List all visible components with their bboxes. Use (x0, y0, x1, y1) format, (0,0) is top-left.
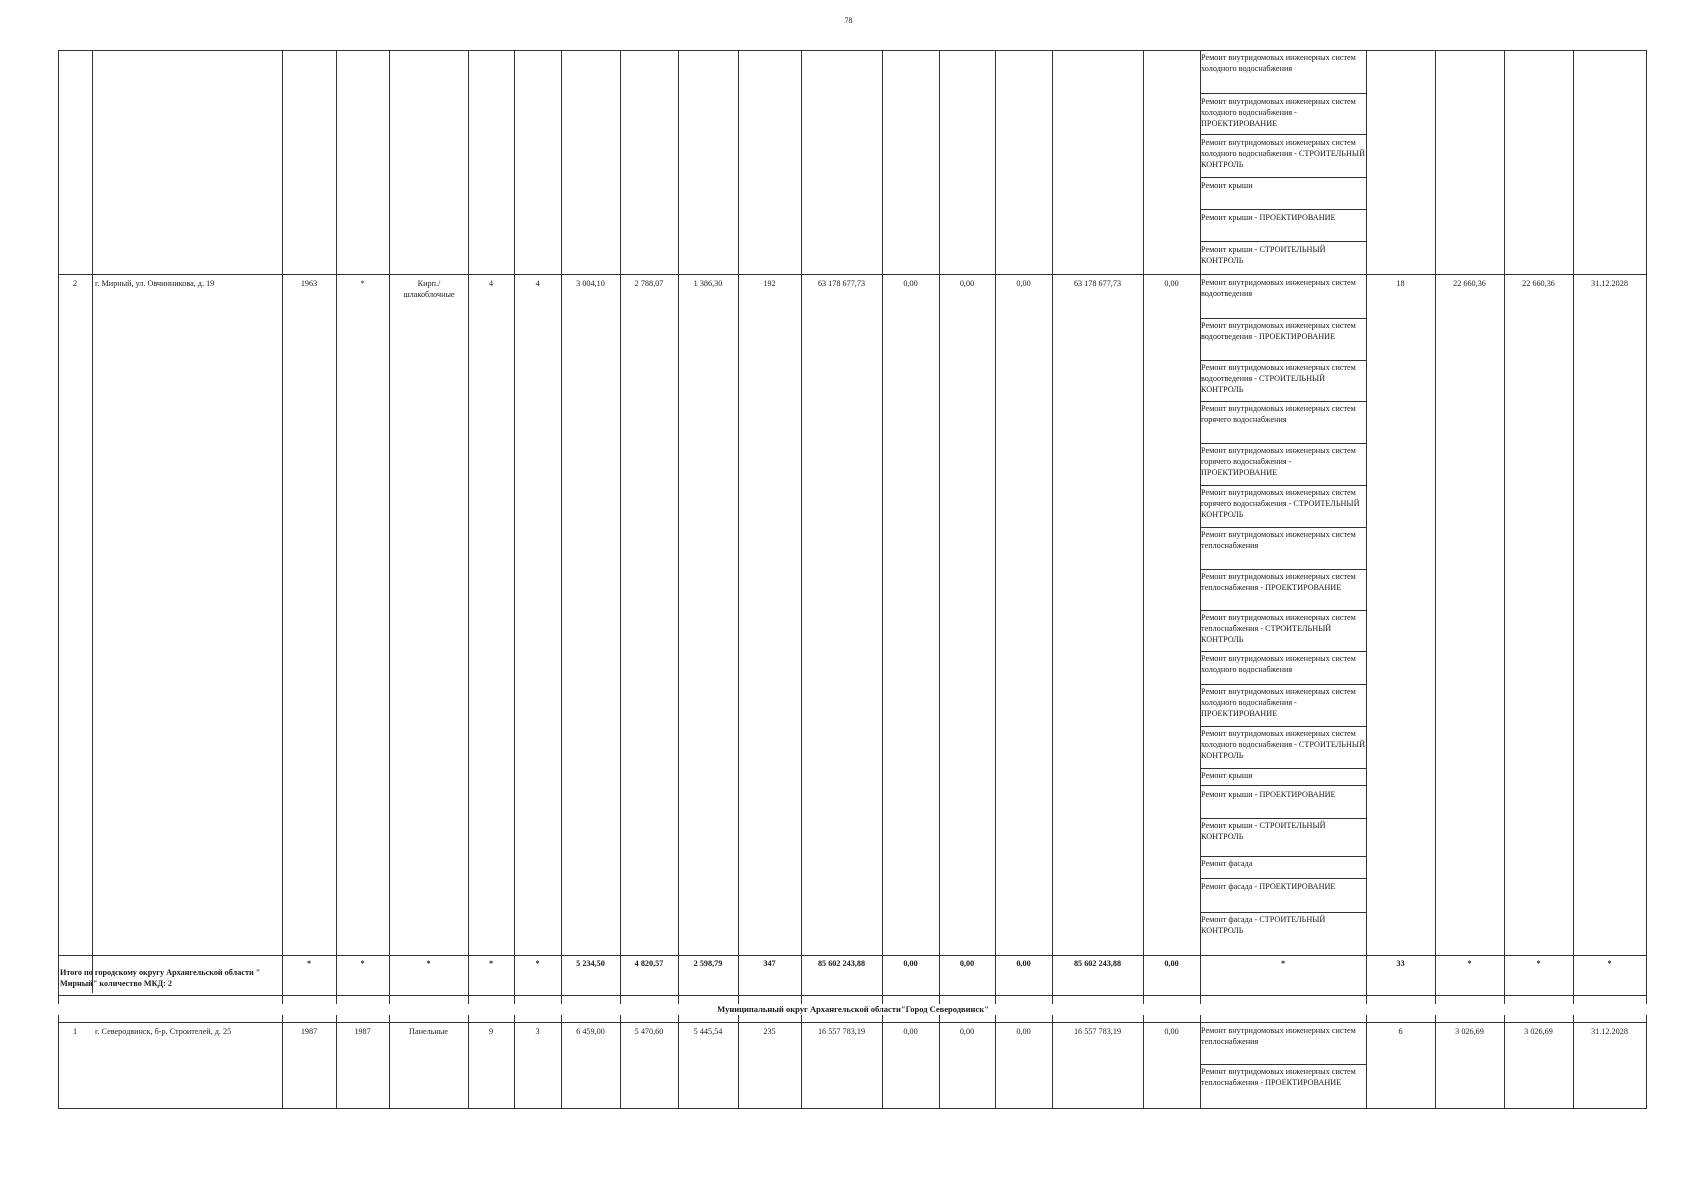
cost-budget-local: 0,00 (1016, 1027, 1031, 1036)
work-item: Ремонт внутридомовых инженерных систем холодного водоснабжения (1201, 53, 1356, 73)
cost-total: 16 557 783,19 (817, 1027, 866, 1036)
work-item: Ремонт крыши - СТРОИТЕЛЬНЫЙ КОНТРОЛЬ (1201, 821, 1326, 841)
area-total: 3 004,10 (576, 279, 605, 288)
unit-cost: 3 026,69 (1455, 1027, 1484, 1036)
total-cost-budget-local: 0,00 (1016, 959, 1031, 968)
year-reconstruction: 1987 (354, 1027, 371, 1036)
address: г. Мирный, ул. Овчинникова, д. 19 (95, 279, 215, 288)
cost-budget-local: 0,00 (1016, 279, 1031, 288)
entrances: 3 (535, 1027, 540, 1036)
work-item: Ремонт внутридомовых инженерных систем холодного водоснабжения - ПРОЕКТИРОВАНИЕ (1201, 97, 1356, 128)
residents: 235 (763, 1027, 776, 1036)
work-item: Ремонт фасада (1201, 859, 1253, 868)
total-area-total: 5 234,50 (576, 959, 605, 968)
total-cost-other: 0,00 (1164, 959, 1179, 968)
address: г. Северодвинск, б-р. Строителей, д. 25 (95, 1027, 232, 1036)
work-item: Ремонт внутридомовых инженерных систем водоотведения (1201, 278, 1356, 298)
entrances: 4 (535, 279, 540, 288)
work-item: Ремонт крыши (1201, 181, 1253, 190)
year-reconstruction: * (360, 279, 365, 288)
total-cost-owners: 85 602 243,88 (1073, 959, 1122, 968)
total-star: * (1607, 959, 1612, 968)
total-area-private: 2 598,79 (693, 959, 723, 968)
total-star: * (1467, 959, 1472, 968)
cost-owners: 63 178 677,73 (1073, 279, 1122, 288)
year-built: 1963 (300, 279, 318, 288)
work-item: Ремонт внутридомовых инженерных систем теплоснабжения - СТРОИТЕЛЬНЫЙ КОНТРОЛЬ (1201, 613, 1356, 644)
works-count: 6 (1398, 1027, 1403, 1036)
residents: 192 (763, 279, 776, 288)
cost-fund: 0,00 (903, 279, 918, 288)
total-star: * (426, 959, 431, 968)
work-item: Ремонт внутридомовых инженерных систем водоотведения - ПРОЕКТИРОВАНИЕ (1201, 321, 1356, 341)
work-item: Ремонт фасада - ПРОЕКТИРОВАНИЕ (1201, 882, 1336, 891)
area-living: 5 470,60 (634, 1027, 664, 1036)
work-item: Ремонт внутридомовых инженерных систем холодного водоснабжения (1201, 654, 1356, 674)
unit-cost: 22 660,36 (1453, 279, 1486, 288)
work-item: Ремонт внутридомовых инженерных систем горячего водоснабжения - ПРОЕКТИРОВАНИЕ (1201, 446, 1356, 477)
work-item: Ремонт внутридомовых инженерных систем теплоснабжения (1201, 1026, 1356, 1046)
deadline: 31.12.2028 (1591, 1027, 1628, 1036)
total-cost-total: 85 602 243,88 (817, 959, 866, 968)
row-number: 2 (72, 279, 78, 288)
wall-material: Кирп./ шлакоблочные (403, 279, 455, 299)
total-residents: 347 (763, 959, 776, 968)
total-cost-fund: 0,00 (903, 959, 918, 968)
work-item: Ремонт внутридомовых инженерных систем водоотведения - СТРОИТЕЛЬНЫЙ КОНТРОЛЬ (1201, 363, 1356, 394)
work-item: Ремонт внутридомовых инженерных систем горячего водоснабжения (1201, 404, 1356, 424)
cost-fund: 0,00 (903, 1027, 918, 1036)
total-star: * (1536, 959, 1541, 968)
work-item: Ремонт фасада - СТРОИТЕЛЬНЫЙ КОНТРОЛЬ (1201, 915, 1326, 935)
total-star: * (1280, 959, 1286, 968)
works-count: 18 (1396, 279, 1405, 288)
page-number: 78 (844, 16, 853, 25)
cost-other: 0,00 (1164, 279, 1179, 288)
unit-cost-limit: 3 026,69 (1524, 1027, 1553, 1036)
total-works-count: 33 (1396, 959, 1405, 968)
work-item: Ремонт внутридомовых инженерных систем теплоснабжения - ПРОЕКТИРОВАНИЕ (1201, 1067, 1356, 1087)
work-item: Ремонт крыши - СТРОИТЕЛЬНЫЙ КОНТРОЛЬ (1201, 245, 1326, 265)
work-item: Ремонт крыши (1201, 771, 1253, 780)
work-item: Ремонт внутридомовых инженерных систем горячего водоснабжения - СТРОИТЕЛЬНЫЙ КОНТРОЛЬ (1201, 488, 1360, 519)
work-item: Ремонт крыши - ПРОЕКТИРОВАНИЕ (1201, 213, 1336, 222)
total-label: Итого по городскому округу Архангельской области " Мирный" количество МКД: 2 (60, 968, 261, 988)
year-built: 1987 (300, 1027, 318, 1036)
work-item: Ремонт крыши - ПРОЕКТИРОВАНИЕ (1201, 790, 1336, 799)
total-star: * (535, 959, 540, 968)
wall-material: Панельные (409, 1027, 448, 1036)
area-living: 2 788,07 (634, 279, 664, 288)
work-item: Ремонт внутридомовых инженерных систем теплоснабжения (1201, 530, 1356, 550)
total-cost-budget-region: 0,00 (959, 959, 975, 968)
cost-total: 63 178 677,73 (817, 279, 866, 288)
total-area-living: 4 820,57 (634, 959, 664, 968)
work-item: Ремонт внутридомовых инженерных систем холодного водоснабжения - СТРОИТЕЛЬНЫЙ КОНТРОЛЬ (1201, 138, 1365, 169)
total-star: * (306, 959, 312, 968)
cost-other: 0,00 (1164, 1027, 1179, 1036)
row-number: 1 (72, 1027, 78, 1036)
work-item: Ремонт внутридомовых инженерных систем холодного водоснабжения - ПРОЕКТИРОВАНИЕ (1201, 687, 1356, 718)
cost-budget-region: 0,00 (959, 279, 975, 288)
work-item: Ремонт внутридомовых инженерных систем холодного водоснабжения - СТРОИТЕЛЬНЫЙ КОНТРОЛЬ (1201, 729, 1365, 760)
total-star: * (360, 959, 365, 968)
cost-budget-region: 0,00 (959, 1027, 975, 1036)
cost-owners: 16 557 783,19 (1073, 1027, 1122, 1036)
area-private: 1 386,30 (693, 279, 723, 288)
work-item: Ремонт внутридомовых инженерных систем теплоснабжения - ПРОЕКТИРОВАНИЕ (1201, 572, 1356, 592)
unit-cost-limit: 22 660,36 (1522, 279, 1555, 288)
area-private: 5 445,54 (693, 1027, 723, 1036)
total-star: * (488, 959, 494, 968)
floors: 9 (488, 1027, 494, 1036)
area-total: 6 459,00 (576, 1027, 605, 1036)
deadline: 31.12.2028 (1591, 279, 1628, 288)
floors: 4 (488, 279, 494, 288)
section-title: Муниципальный округ Архангельской области"Город Северодвинск" (58, 1004, 1648, 1015)
